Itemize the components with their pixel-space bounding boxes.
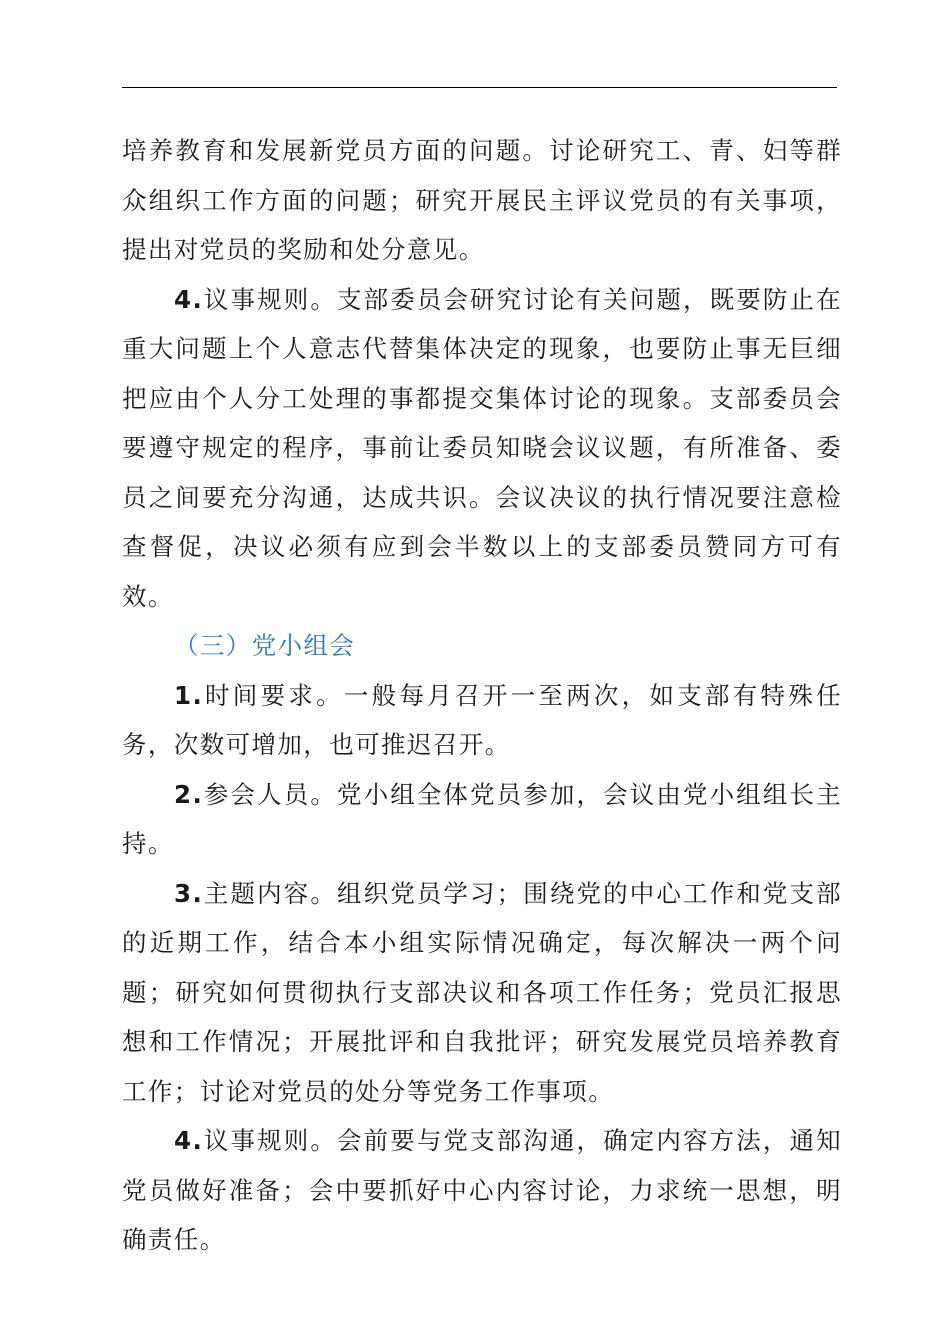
- section-heading: （三）党小组会: [174, 631, 356, 660]
- paragraph-text: 培养教育和发展新党员方面的问题。讨论研究工、青、妇等群众组织工作方面的问题；研究开展民主评议党员的有关事项，提出对党员的奖励和处分意见。: [122, 136, 842, 264]
- paragraph-topics: [122, 869, 842, 1117]
- paragraph-participants: [122, 770, 842, 869]
- paragraph-text: 议事规则。会前要与党支部沟通，确定内容方法，通知党员做好准备；会中要抓好中心内容讨论，力求统一思想，明确责任。: [122, 1126, 842, 1254]
- document-body: [122, 126, 842, 1265]
- item-number: 3.: [174, 878, 204, 908]
- paragraph-text: 议事规则。支部委员会研究讨论有关问题，既要防止在重大问题上个人意志代替集体决定的现象，也要防止事无巨细把应由个人分工处理的事都提交集体讨论的现象。支部委员会要遵守规定的程序，事前让委员知晓会议议题，有所准备、委员之间要充分沟通，达成共识。会议决议的执行情况要注意检查督促，决议必须有应到会半数以上的支部委员赞同方可有效。: [122, 284, 842, 611]
- paragraph-text: 主题内容。组织党员学习；围绕党的中心工作和党支部的近期工作，结合本小组实际情况确定，每次解决一两个问题；研究如何贯彻执行支部决议和各项工作任务；党员汇报思想和工作情况；开展批评和自我批评；研究发展党员培养教育工作；讨论对党员的处分等党务工作事项。: [122, 878, 842, 1106]
- header-rule: [122, 87, 837, 88]
- item-number: 1.: [174, 680, 204, 710]
- item-number: 4.: [174, 284, 204, 314]
- paragraph-committee-rules: [122, 275, 842, 622]
- item-number: 2.: [174, 779, 204, 809]
- item-number: 4.: [174, 1126, 204, 1155]
- paragraph-continuation: [122, 126, 842, 275]
- paragraph-text: 参会人员。党小组全体党员参加，会议由党小组组长主持。: [122, 779, 842, 858]
- paragraph-meeting-rules: [122, 1116, 842, 1265]
- paragraph-time-requirement: [122, 671, 842, 770]
- paragraph-text: 时间要求。一般每月召开一至两次，如支部有特殊任务，次数可增加，也可推迟召开。: [122, 680, 842, 759]
